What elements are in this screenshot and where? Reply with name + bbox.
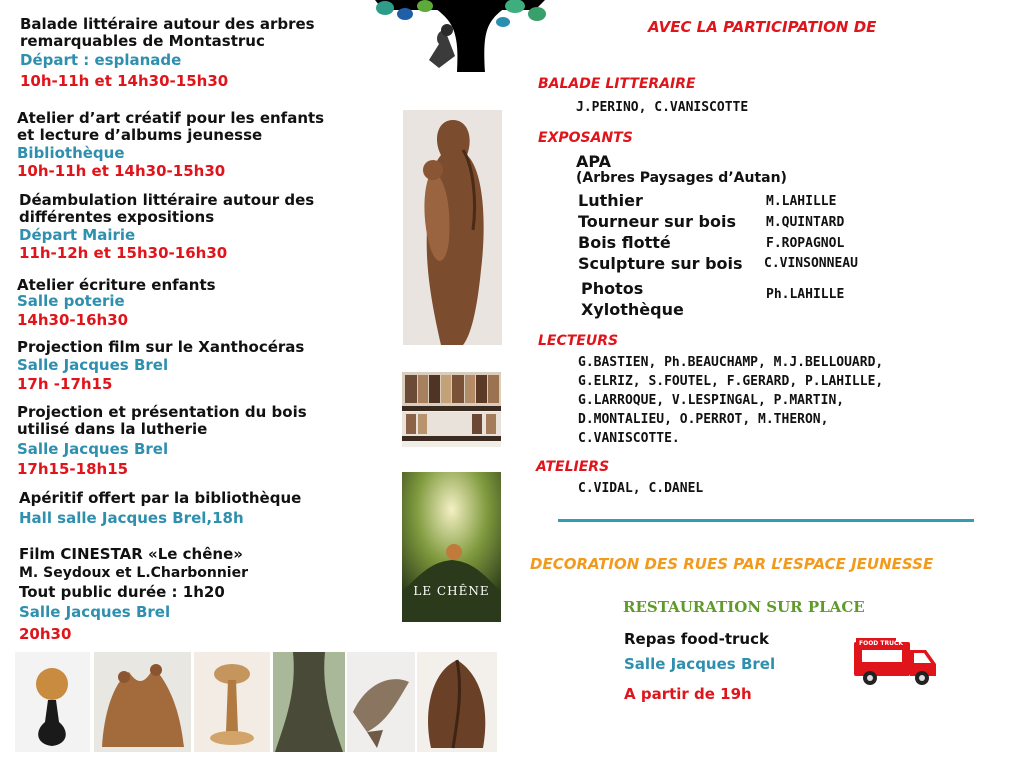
- lecteurs-line: C.VANISCOTTE.: [578, 431, 680, 446]
- food-truck-sign: FOOD TRUCK: [859, 640, 904, 647]
- restauration-line2: Salle Jacques Brel: [624, 655, 776, 673]
- event-title-line: Balade littéraire autour des arbres: [20, 15, 315, 33]
- event-title-line: utilisé dans la lutherie: [17, 420, 208, 438]
- event-film-audience: Tout public durée : 1h20: [19, 583, 225, 601]
- event-xanthoceras-title: Projection film sur le Xanthocéras: [17, 338, 305, 356]
- driftwood-fish-photo: [347, 652, 415, 752]
- exposant-name: C.VINSONNEAU: [764, 256, 858, 271]
- exposant-category: Luthier: [578, 191, 643, 210]
- restauration-line3: A partir de 19h: [624, 685, 752, 703]
- event-time: 14h30-16h30: [17, 311, 129, 329]
- event-location: Départ : esplanade: [20, 51, 182, 69]
- event-film-title: Film CINESTAR «Le chêne»: [19, 545, 243, 563]
- event-deambulation-title: [19, 192, 314, 226]
- event-time: 10h-11h et 14h30-15h30: [17, 162, 226, 180]
- exposants-heading: EXPOSANTS: [538, 130, 633, 146]
- event-time: 17h15-18h15: [17, 460, 129, 478]
- event-title-line: Atelier d’art créatif pour les enfants: [17, 109, 325, 127]
- xylotheque-photo: [402, 372, 501, 447]
- event-title-line: différentes expositions: [19, 208, 215, 226]
- event-location: Hall salle Jacques Brel,18h: [19, 509, 244, 527]
- event-aperitif-title: Apéritif offert par la bibliothèque: [19, 489, 302, 507]
- participation-heading: AVEC LA PARTICIPATION DE: [648, 18, 877, 36]
- event-atelier-title: [17, 110, 324, 144]
- event-title-line: et lecture d’albums jeunesse: [17, 126, 263, 144]
- event-film-directors: M. Seydoux et L.Charbonnier: [19, 565, 249, 581]
- exposant-name: F.ROPAGNOL: [766, 236, 845, 251]
- exposant-name: M.QUINTARD: [766, 215, 845, 230]
- ateliers-heading: ATELIERS: [536, 459, 610, 475]
- event-ecriture-title: Atelier écriture enfants: [17, 276, 216, 294]
- balade-heading: BALADE LITTERAIRE: [538, 76, 696, 92]
- lecteurs-heading: LECTEURS: [538, 333, 619, 349]
- event-location: Salle Jacques Brel: [17, 356, 169, 374]
- restauration-heading: RESTAURATION SUR PLACE: [623, 598, 865, 616]
- event-title-line: remarquables de Montastruc: [20, 32, 265, 50]
- event-title-line: Déambulation littéraire autour des: [19, 191, 315, 209]
- ateliers-names: C.VIDAL, C.DANEL: [578, 481, 704, 496]
- lecteurs-line: G.BASTIEN, Ph.BEAUCHAMP, M.J.BELLOUARD,: [578, 355, 884, 370]
- food-truck-icon: [852, 636, 940, 688]
- lecteurs-line: G.LARROQUE, V.LESPINGAL, P.MARTIN,: [578, 393, 845, 408]
- exposant-category: Tourneur sur bois: [578, 212, 736, 231]
- event-time: 20h30: [19, 625, 72, 643]
- turned-object-art: [15, 652, 90, 752]
- tree-trunk-art: [273, 652, 345, 752]
- wood-bird-sculpture-art: [417, 652, 497, 752]
- event-location: Salle Jacques Brel: [17, 440, 169, 458]
- exposant-name: M.LAHILLE: [766, 194, 837, 209]
- exposant-photos-name: Ph.LAHILLE: [766, 287, 845, 302]
- exposant-xylotheque: Xylothèque: [581, 300, 684, 319]
- decoration-heading: DECORATION DES RUES PAR L’ESPACE JEUNESSE: [530, 555, 934, 573]
- exposant-category: Bois flotté: [578, 233, 671, 252]
- section-divider: [558, 519, 974, 522]
- event-time: 11h-12h et 15h30-16h30: [19, 244, 228, 262]
- event-location: Salle poterie: [17, 292, 125, 310]
- event-balade-title: [20, 16, 315, 50]
- carved-figures-art: [94, 652, 191, 752]
- exposant-apa: APA: [576, 152, 612, 171]
- restauration-line1: Repas food-truck: [624, 630, 769, 648]
- lecteurs-line: G.ELRIZ, S.FOUTEL, F.GERARD, P.LAHILLE,: [578, 374, 884, 389]
- event-title-line: Projection et présentation du bois: [17, 403, 307, 421]
- tree-reading-illustration: [355, 0, 560, 72]
- poster-title: LE CHÊNE: [413, 584, 490, 598]
- exposant-category: Sculpture sur bois: [578, 254, 743, 273]
- event-location: Salle Jacques Brel: [19, 603, 171, 621]
- event-location: Départ Mairie: [19, 226, 136, 244]
- lecteurs-line: D.MONTALIEU, O.PERROT, M.THERON,: [578, 412, 829, 427]
- event-lutherie-title: [17, 404, 307, 438]
- wood-sculpture-photo: [403, 110, 502, 345]
- wood-mushroom-art: [194, 652, 270, 752]
- tree-trunk-photo: [273, 652, 345, 752]
- event-location: Bibliothèque: [17, 144, 125, 162]
- carved-figures-photo: [94, 652, 191, 752]
- wood-bird-sculpture-photo: [417, 652, 497, 752]
- exposant-photos: Photos: [581, 279, 644, 298]
- turned-wood-object-photo: [15, 652, 90, 752]
- event-time: 17h -17h15: [17, 375, 113, 393]
- event-time: 10h-11h et 14h30-15h30: [20, 72, 229, 90]
- wood-mushroom-photo: [194, 652, 270, 752]
- poster-forest-art: [402, 472, 501, 622]
- exposant-apa-full: (Arbres Paysages d’Autan): [576, 170, 787, 186]
- le-chene-poster: [402, 472, 501, 622]
- balade-names: J.PERINO, C.VANISCOTTE: [576, 100, 749, 115]
- driftwood-fish-art: [347, 652, 415, 752]
